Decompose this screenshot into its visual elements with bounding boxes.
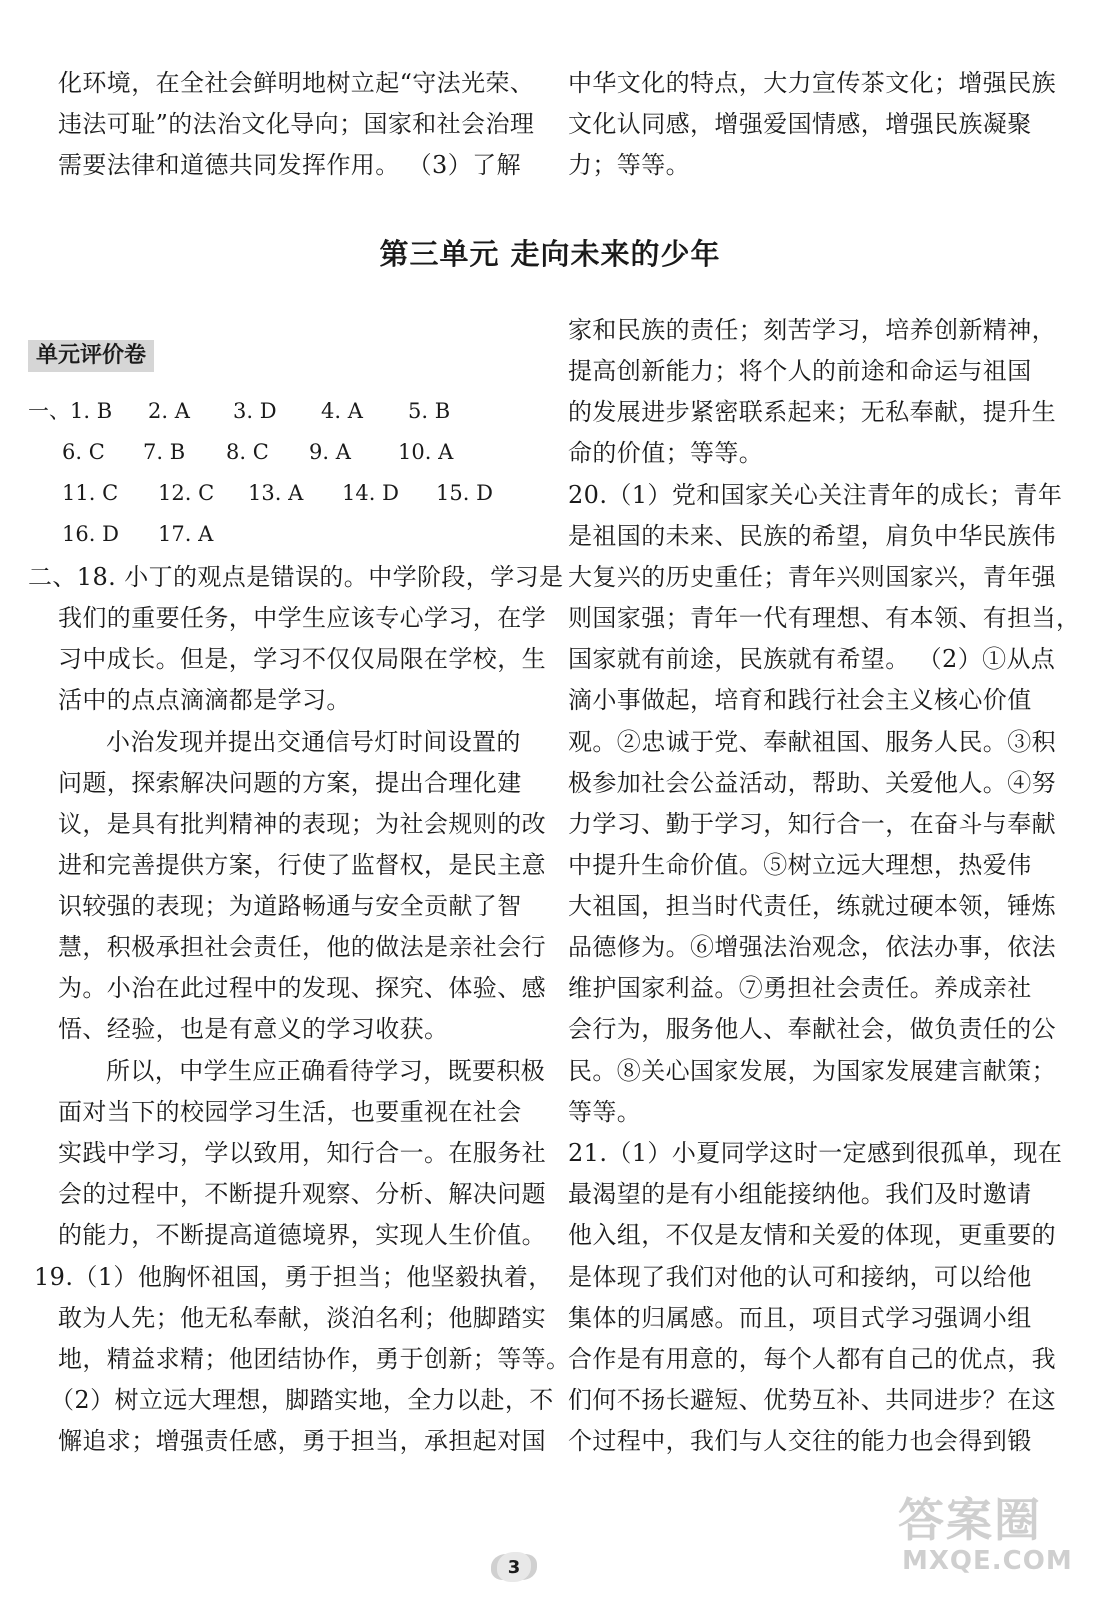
section-label: 单元评价卷 bbox=[28, 340, 154, 372]
right-line: 家和民族的责任；刻苦学习，培养创新精神， bbox=[568, 316, 1056, 344]
left-line: 进和完善提供方案，行使了监督权，是民主意 bbox=[58, 851, 546, 879]
watermark-logo bbox=[898, 1494, 1073, 1576]
watermark-text: 答案圈 bbox=[898, 1493, 1042, 1547]
left-line: 慧，积极承担社会责任，他的做法是亲社会行 bbox=[58, 933, 546, 961]
right-line: 则国家强；青年一代有理想、有本领、有担当， bbox=[568, 604, 1081, 632]
left-line: （2）树立远大理想，脚踏实地，全力以赴，不 bbox=[50, 1386, 554, 1414]
right-line: 大复兴的历史重任；青年兴则国家兴，青年强 bbox=[568, 563, 1056, 591]
answer-item: 16. D bbox=[62, 522, 119, 546]
right-line: 会行为，服务他人、奉献社会，做负责任的公 bbox=[568, 1015, 1056, 1043]
answer-item: 5. B bbox=[408, 399, 451, 423]
right-line: 集体的归属感。而且，项目式学习强调小组 bbox=[568, 1304, 1032, 1332]
left-line: 为。小治在此过程中的发现、探究、体验、感 bbox=[58, 974, 546, 1002]
left-line: 小治发现并提出交通信号灯时间设置的 bbox=[106, 728, 521, 756]
left-line: 悟、经验，也是有意义的学习收获。 bbox=[58, 1015, 449, 1043]
answer-item: 13. A bbox=[248, 481, 304, 505]
left-line: 议，是具有批判精神的表现；为社会规则的改 bbox=[58, 810, 546, 838]
answer-item: 17. A bbox=[158, 522, 214, 546]
page-number: 3 bbox=[497, 1552, 531, 1582]
answer-item: 9. A bbox=[309, 440, 351, 464]
right-line: 提高创新能力；将个人的前途和命运与祖国 bbox=[568, 357, 1032, 385]
right-line: 滴小事做起，培育和践行社会主义核心价值 bbox=[568, 686, 1032, 714]
right-line: 最渴望的是有小组能接纳他。我们及时邀请 bbox=[568, 1180, 1032, 1208]
right-line: 大祖国，担当时代责任，练就过硬本领，锤炼 bbox=[568, 892, 1056, 920]
left-line: 的能力，不断提高道德境界，实现人生价值。 bbox=[58, 1221, 546, 1249]
top-left-line: 需要法律和道德共同发挥作用。 （3）了解 bbox=[58, 151, 521, 179]
left-line: 我们的重要任务，中学生应该专心学习，在学 bbox=[58, 604, 546, 632]
right-line: 是祖国的未来、民族的希望，肩负中华民族伟 bbox=[568, 522, 1056, 550]
right-line: 品德修为。⑥增强法治观念，依法办事，依法 bbox=[568, 933, 1056, 961]
right-line: 他入组，不仅是友情和关爱的体现，更重要的 bbox=[568, 1221, 1056, 1249]
top-left-line: 化环境，在全社会鲜明地树立起“守法光荣、 bbox=[58, 69, 535, 97]
answer-item: 8. C bbox=[226, 440, 269, 464]
top-left-line: 违法可耻”的法治文化导向；国家和社会治理 bbox=[58, 110, 535, 138]
right-line: 合作是有用意的，每个人都有自己的优点，我 bbox=[568, 1345, 1056, 1373]
right-line: 们何不扬长避短、优势互补、共同进步？在这 bbox=[568, 1386, 1056, 1414]
left-line: 会的过程中，不断提升观察、分析、解决问题 bbox=[58, 1180, 546, 1208]
answer-item: 4. A bbox=[321, 399, 363, 423]
left-line: 敢为人先；他无私奉献，淡泊名利；他脚踏实 bbox=[58, 1304, 546, 1332]
left-line: 懈追求；增强责任感，勇于担当，承担起对国 bbox=[58, 1427, 546, 1455]
top-right-line: 力；等等。 bbox=[568, 151, 690, 179]
answer-item: 6. C bbox=[62, 440, 105, 464]
right-line: 极参加社会公益活动，帮助、关爱他人。④努 bbox=[568, 769, 1056, 797]
top-right-line: 中华文化的特点，大力宣传茶文化；增强民族 bbox=[568, 69, 1056, 97]
watermark-url: MXQE.COM bbox=[902, 1546, 1073, 1576]
right-line: 的发展进步紧密联系起来；无私奉献，提升生 bbox=[568, 398, 1056, 426]
right-line: 是体现了我们对他的认可和接纳，可以给他 bbox=[568, 1263, 1032, 1291]
right-line: 维护国家利益。⑦勇担社会责任。养成亲社 bbox=[568, 974, 1032, 1002]
left-line: 问题，探索解决问题的方案，提出合理化建 bbox=[58, 769, 522, 797]
right-line: 民。⑧关心国家发展，为国家发展建言献策； bbox=[568, 1057, 1056, 1085]
answer-item: 3. D bbox=[233, 399, 277, 423]
answer-item: 12. C bbox=[158, 481, 215, 505]
left-line: 所以，中学生应正确看待学习，既要积极 bbox=[106, 1057, 546, 1085]
left-line: 习中成长。但是，学习不仅仅局限在学校，生 bbox=[58, 645, 546, 673]
answer-item: 11. C bbox=[62, 481, 119, 505]
left-line: 地，精益求精；他团结协作，勇于创新；等等。 bbox=[58, 1345, 571, 1373]
right-line: 命的价值；等等。 bbox=[568, 439, 764, 467]
answer-item: 15. D bbox=[436, 481, 493, 505]
left-line: 实践中学习，学以致用，知行合一。在服务社 bbox=[58, 1139, 546, 1167]
answer-item: 一、1. B bbox=[28, 399, 113, 423]
right-line: 20.（1）党和国家关心关注青年的成长；青年 bbox=[568, 481, 1063, 509]
right-line: 国家就有前途，民族就有希望。 （2）①从点 bbox=[568, 645, 1056, 673]
answer-item: 2. A bbox=[148, 399, 190, 423]
left-line: 面对当下的校园学习生活，也要重视在社会 bbox=[58, 1098, 522, 1126]
left-line: 活中的点点滴滴都是学习。 bbox=[58, 686, 351, 714]
right-line: 力学习、勤于学习，知行合一，在奋斗与奉献 bbox=[568, 810, 1056, 838]
right-line: 21.（1）小夏同学这时一定感到很孤单，现在 bbox=[568, 1139, 1063, 1167]
right-line: 个过程中，我们与人交往的能力也会得到锻 bbox=[568, 1427, 1032, 1455]
left-line: 二、18. 小丁的观点是错误的。中学阶段，学习是 bbox=[28, 563, 564, 591]
top-right-line: 文化认同感，增强爱国情感，增强民族凝聚 bbox=[568, 110, 1032, 138]
answer-item: 7. B bbox=[143, 440, 186, 464]
left-line: 19.（1）他胸怀祖国，勇于担当；他坚毅执着， bbox=[34, 1263, 553, 1291]
answer-item: 10. A bbox=[398, 440, 454, 464]
right-line: 中提升生命价值。⑤树立远大理想，热爱伟 bbox=[568, 851, 1032, 879]
right-line: 观。②忠诚于党、奉献祖国、服务人民。③积 bbox=[568, 728, 1056, 756]
answer-item: 14. D bbox=[342, 481, 399, 505]
right-line: 等等。 bbox=[568, 1098, 642, 1126]
left-line: 识较强的表现；为道路畅通与安全贡献了智 bbox=[58, 892, 522, 920]
unit-title: 第三单元 走向未来的少年 bbox=[379, 237, 721, 271]
